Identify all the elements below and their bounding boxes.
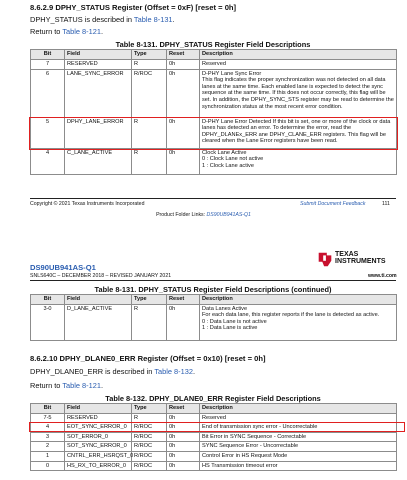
cell-bit: 1 [31, 451, 65, 461]
footer-copyright: Copyright © 2021 Texas Instruments Incorporated [30, 201, 145, 207]
logo-text-instruments: INSTRUMENTS [335, 258, 386, 265]
table-row [31, 69, 397, 117]
cell-reset: 0h [167, 432, 200, 442]
cell-description: SYNC Sequence Error - Uncorrectable [200, 442, 397, 452]
cell-bit: 4 [31, 148, 65, 174]
table-row [31, 442, 397, 452]
cell-type: R [132, 413, 167, 423]
cell-type: R/ROC [132, 423, 167, 433]
cell-field: LANE_SYNC_ERROR [65, 69, 132, 117]
cell-description: Clock Lane Active 0 : Clock Lane not active 1 : Clock Lane active [200, 148, 397, 174]
cell-bit: 4 [31, 423, 65, 433]
cell-description: D-PHY Lane Error Detected If this bit is set, one or more of the clock or data lanes has detected an error. To determine the error, read the DPHY_DLANEx_ERR ane DPHY_CLANE_ERR registers. This flag will be cleared when the Lane Error registers have been read. [200, 117, 397, 148]
cell-field: DPHY_LANE_ERROR [65, 117, 132, 148]
table-header-row [31, 295, 397, 305]
cell-bit: 2 [31, 442, 65, 452]
register-description [30, 15, 175, 24]
table-8-131-link[interactable]: Table 8-131 [133, 15, 173, 24]
cell-type: R [132, 59, 167, 69]
cell-bit: 0 [31, 461, 65, 471]
header-divider [30, 280, 396, 281]
cell-reset: 0h [167, 59, 200, 69]
return-line [30, 27, 103, 36]
cell-type: R/ROC [132, 442, 167, 452]
cell-reset: 0h [167, 117, 200, 148]
cell-reset: 0h [167, 461, 200, 471]
table-8-121-link[interactable]: Table 8-121 [62, 381, 101, 390]
doc-info: SNLS640C – DECEMBER 2018 – REVISED JANUARY 2021 [30, 273, 172, 279]
cell-type: R [132, 304, 167, 340]
cell-reset: 0h [167, 69, 200, 117]
return-suffix: . [100, 381, 104, 390]
register-description [30, 367, 195, 376]
dphy-status-table [30, 49, 397, 175]
product-folder-link[interactable]: DS90UB941AS-Q1 [206, 212, 251, 218]
return-text: Return to [30, 27, 63, 36]
cell-field: RESERVED [65, 59, 132, 69]
desc-text: DPHY_STATUS is described in [30, 15, 134, 24]
submit-feedback-link[interactable]: Submit Document Feedback [300, 201, 366, 207]
table-row [31, 148, 397, 174]
col-header: Field [65, 404, 132, 414]
col-header: Type [132, 404, 167, 414]
highlight-box-eot-sync-error [29, 422, 405, 432]
cell-bit: 3-0 [31, 304, 65, 340]
cell-reset: 0h [167, 451, 200, 461]
cell-description: Reserved [200, 413, 397, 423]
desc-suffix: . [172, 15, 175, 24]
footer-divider [30, 198, 396, 199]
cell-bit: 7-5 [31, 413, 65, 423]
cell-reset: 0h [167, 413, 200, 423]
part-number-link[interactable]: DS90UB941AS-Q1 [30, 263, 96, 272]
dphy-status-table-continued [30, 294, 397, 341]
col-header: Field [65, 295, 132, 305]
col-header: Field [65, 50, 132, 60]
cell-reset: 0h [167, 148, 200, 174]
cell-description: Control Error in HS Request Mode [200, 451, 397, 461]
table-row [31, 304, 397, 340]
table-row [31, 451, 397, 461]
cell-field: EOT_SYNC_ERROR_0 [65, 423, 132, 433]
highlight-box-dphy-lane-error [29, 117, 398, 150]
col-header: Bit [31, 295, 65, 305]
cell-type: R [132, 148, 167, 174]
cell-field: CNTRL_ERR_HSRQST_0 [65, 451, 132, 461]
page-number: 111 [382, 201, 390, 207]
ti-logo-icon [316, 250, 334, 268]
cell-field: SOT_ERROR_0 [65, 432, 132, 442]
table-caption: Table 8-131. DPHY_STATUS Register Field Descriptions [115, 40, 311, 49]
cell-description: Data Lanes Active For each data lane, this register reports if the lane is detected as active. 0 : Data Lane is not active 1 : Data Lane is active [200, 304, 397, 340]
cell-field: HS_RX_TO_ERROR_0 [65, 461, 132, 471]
cell-reset: 0h [167, 304, 200, 340]
cell-bit: 6 [31, 69, 65, 117]
cell-bit: 5 [31, 117, 65, 148]
cell-field: SOT_SYNC_ERROR_0 [65, 442, 132, 452]
cell-reset: 0h [167, 423, 200, 433]
col-header: Type [132, 295, 167, 305]
cell-field: RESERVED [65, 413, 132, 423]
dphy-dlane0-err-table [30, 403, 397, 471]
table-8-121-link[interactable]: Table 8-121 [62, 27, 101, 36]
section-heading-dphy-status: 8.6.2.9 DPHY_STATUS Register (Offset = 0xF) [reset = 0h] [30, 3, 237, 12]
return-suffix: . [100, 27, 104, 36]
cell-bit: 7 [31, 59, 65, 69]
cell-description: End of transmission sync error - Uncorrectable [200, 423, 397, 433]
footer-product-links [0, 212, 407, 218]
desc-suffix: . [192, 367, 196, 376]
cell-type: R/ROC [132, 432, 167, 442]
cell-type: R/ROC [132, 451, 167, 461]
website-link[interactable]: www.ti.com [368, 273, 397, 279]
desc-text: DPHY_DLANE0_ERR is described in [30, 367, 155, 376]
cell-reset: 0h [167, 442, 200, 452]
cell-field: C_LANE_ACTIVE [65, 148, 132, 174]
cell-description: Reserved [200, 59, 397, 69]
cell-description: D-PHY Lane Sync Error This flag indicates the proper synchronization was not detected on all data lanes at the same time. Each enabled lane is expected to detect the sync sequence at the same time. If this does not occur correctly, this flag will be set. In addition, the DPHY_SYNC_STS register may be read to determine the synchronization status at the most recent error condition. [200, 69, 397, 117]
col-header: Type [132, 50, 167, 60]
cell-description: HS Transmission timeout error [200, 461, 397, 471]
cell-field: D_LANE_ACTIVE [65, 304, 132, 340]
col-header: Description [200, 295, 397, 305]
cell-type: R [132, 117, 167, 148]
product-links-label: Product Folder Links: [156, 212, 207, 218]
col-header: Bit [31, 50, 65, 60]
table-caption: Table 8-132. DPHY_DLANE0_ERR Register Field Descriptions [105, 394, 321, 403]
cell-description: Bit Error in SYNC Sequence - Correctable [200, 432, 397, 442]
return-text: Return to [30, 381, 63, 390]
table-header-row [31, 404, 397, 414]
cell-bit: 3 [31, 432, 65, 442]
table-8-132-link[interactable]: Table 8-132 [154, 367, 193, 376]
table-row [31, 432, 397, 442]
col-header: Reset [167, 50, 200, 60]
col-header: Description [200, 50, 397, 60]
cell-type: R/ROC [132, 461, 167, 471]
col-header: Bit [31, 404, 65, 414]
logo-text-texas: TEXAS [335, 251, 359, 258]
cell-type: R/ROC [132, 69, 167, 117]
col-header: Description [200, 404, 397, 414]
section-heading-dphy-dlane0-err: 8.6.2.10 DPHY_DLANE0_ERR Register (Offset = 0x10) [reset = 0h] [30, 354, 266, 363]
col-header: Reset [167, 295, 200, 305]
ti-logo [316, 250, 334, 273]
table-row [31, 461, 397, 471]
table-caption-continued: Table 8-131. DPHY_STATUS Register Field Descriptions (continued) [94, 285, 332, 294]
table-row [31, 59, 397, 69]
return-line [30, 381, 103, 390]
table-header-row [31, 50, 397, 60]
col-header: Reset [167, 404, 200, 414]
